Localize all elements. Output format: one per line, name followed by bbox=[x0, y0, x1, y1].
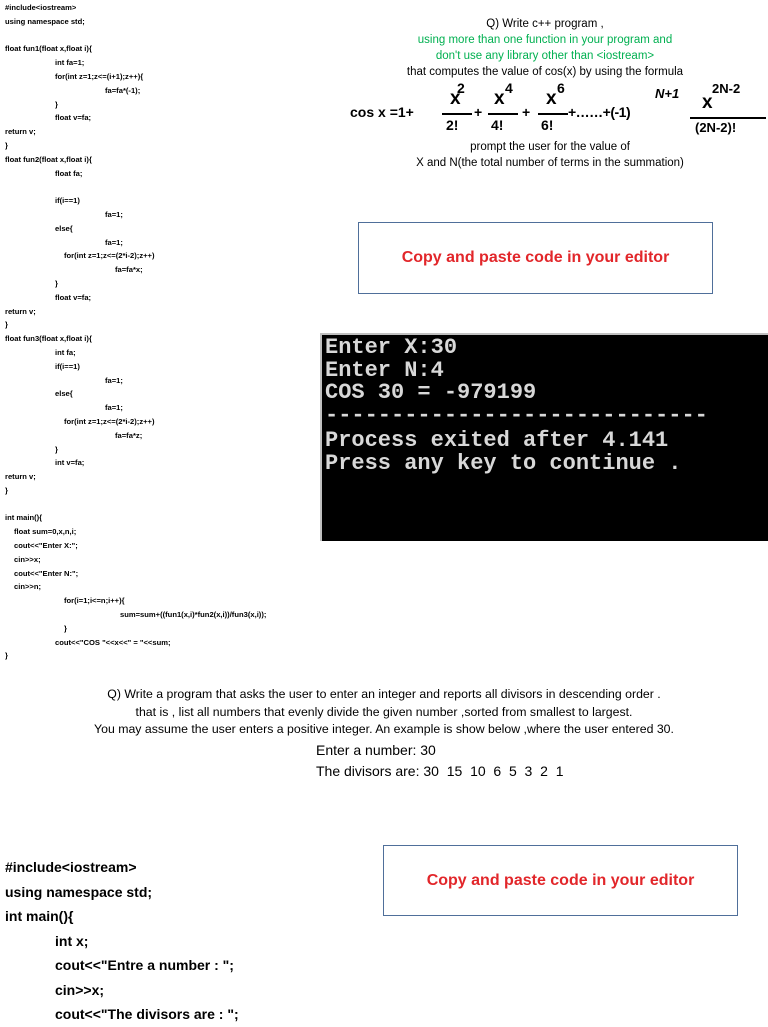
code-line bbox=[5, 498, 315, 512]
code-line: float fun1(float x,float i){ bbox=[5, 44, 92, 54]
question-2-example bbox=[316, 740, 563, 781]
console-line: COS 30 = -979199 bbox=[325, 380, 537, 405]
console-output bbox=[320, 333, 768, 541]
code-line: for(i=1;i<=n;i++){ bbox=[64, 596, 125, 606]
code-line: } bbox=[55, 99, 58, 109]
formula-nth-numerator: x bbox=[702, 92, 713, 113]
formula-term1-bar bbox=[442, 113, 472, 115]
formula-term3-denominator: 6! bbox=[541, 117, 554, 133]
question-1-requirement-2: don't use any library other than <iostream> bbox=[435, 50, 655, 62]
code-line: float fun2(float x,float i){ bbox=[5, 154, 92, 164]
code-line: } bbox=[5, 140, 8, 150]
formula-term1-numerator: x bbox=[450, 88, 461, 109]
code-line: cin>>x; bbox=[14, 554, 41, 564]
console-line: Process exited after 4.141 bbox=[325, 428, 669, 453]
code-line: else{ bbox=[55, 389, 73, 399]
console-line: ----------------------------- bbox=[325, 402, 708, 428]
formula-term2-denominator: 4! bbox=[491, 117, 504, 133]
code-line: fa=1; bbox=[105, 375, 123, 385]
code-line: float v=fa; bbox=[55, 113, 92, 123]
code-line: for(int z=1;z<=(2*i-2);z++) bbox=[64, 251, 155, 261]
code-line: else{ bbox=[55, 223, 73, 233]
code-line: if(i==1) bbox=[55, 361, 80, 371]
code-line: cout<<"Entre a number : "; bbox=[55, 957, 234, 973]
code-line: float fa; bbox=[55, 168, 83, 178]
code-line: cout<<"Enter X:"; bbox=[14, 541, 78, 551]
code-line: cout<<"Enter N:"; bbox=[14, 568, 79, 578]
formula-nth-exponent: 2N-2 bbox=[712, 81, 741, 96]
code-line: using namespace std; bbox=[5, 883, 153, 900]
code-line: int fa=1; bbox=[55, 58, 85, 68]
formula-term3-numerator: x bbox=[546, 88, 557, 109]
code-line: using namespace std; bbox=[5, 16, 85, 26]
question-1-prompt-line-1: prompt the user for the value of bbox=[470, 141, 630, 153]
code-listing-cos bbox=[5, 1, 315, 663]
code-line: } bbox=[5, 485, 8, 495]
code-line: fa=1; bbox=[105, 237, 123, 247]
question-1 bbox=[345, 16, 745, 80]
code-line: } bbox=[64, 623, 67, 633]
code-line: fa=fa*(-1); bbox=[105, 85, 141, 95]
formula-term2-exponent: 4 bbox=[505, 80, 513, 96]
formula-term2-bar bbox=[488, 113, 518, 115]
code-line: fa=1; bbox=[105, 403, 123, 413]
question-2-line-1: Q) Write a program that asks the user to enter an integer and reports all divisors in descending order . bbox=[107, 687, 661, 701]
code-line: fa=fa*z; bbox=[115, 430, 143, 440]
console-line: Enter N:4 bbox=[325, 357, 444, 383]
formula-ellipsis-sign: +……+(-1) bbox=[568, 104, 631, 120]
code-line: if(i==1) bbox=[55, 196, 80, 206]
copy-code-button-1[interactable]: Copy and paste code in your editor bbox=[358, 222, 713, 294]
example-input-line: Enter a number: 30 bbox=[316, 742, 436, 758]
formula-nth-bar bbox=[690, 117, 766, 119]
formula-plus-2: + bbox=[522, 104, 531, 120]
code-line: #include<iostream> bbox=[5, 3, 77, 12]
formula-term1-exponent: 2 bbox=[457, 80, 465, 96]
code-line: float fun3(float x,float i){ bbox=[5, 334, 92, 344]
code-line: for(int z=1;z<=(i+1);z++){ bbox=[55, 71, 144, 81]
example-output-line: The divisors are: 30 15 10 6 5 3 2 1 bbox=[316, 762, 564, 779]
cos-formula bbox=[350, 80, 768, 144]
code-line bbox=[5, 180, 315, 194]
formula-term3-bar bbox=[538, 113, 568, 115]
code-line: float sum=0,x,n,i; bbox=[14, 527, 77, 537]
code-line: } bbox=[5, 320, 8, 330]
code-line: int x; bbox=[55, 932, 89, 949]
formula-term2-numerator: x bbox=[494, 88, 505, 109]
question-1-prompt bbox=[350, 139, 750, 171]
question-1-prompt-line-2: X and N(the total number of terms in the summation) bbox=[416, 157, 684, 169]
code-line: cout<<"The divisors are : "; bbox=[55, 1006, 239, 1022]
code-line: sum=sum+((fun1(x,i)*fun2(x,i))/fun3(x,i)); bbox=[120, 610, 267, 620]
code-line: return v; bbox=[5, 306, 36, 316]
code-listing-divisors bbox=[5, 855, 239, 1027]
formula-term1-denominator: 2! bbox=[446, 117, 459, 133]
code-line: } bbox=[5, 651, 8, 661]
code-line: float v=fa; bbox=[55, 292, 92, 302]
question-1-formula-intro: that computes the value of cos(x) by using the formula bbox=[406, 66, 684, 78]
formula-term3-exponent: 6 bbox=[557, 80, 565, 96]
code-line: int main(){ bbox=[5, 513, 43, 523]
code-line: } bbox=[55, 278, 58, 288]
code-line: return v; bbox=[5, 127, 36, 137]
question-1-requirement-1: using more than one function in your program and bbox=[417, 34, 673, 46]
code-line: } bbox=[55, 444, 58, 454]
code-line: int main(){ bbox=[5, 908, 74, 924]
question-2 bbox=[0, 686, 768, 739]
question-2-line-2: that is , list all numbers that evenly divide the given number ,sorted from smallest to largest. bbox=[135, 704, 633, 719]
code-line: #include<iostream> bbox=[5, 859, 137, 875]
question-1-title: Q) Write c++ program , bbox=[486, 18, 604, 30]
code-line: fa=1; bbox=[105, 209, 123, 219]
copy-code-button-2[interactable]: Copy and paste code in your editor bbox=[383, 845, 738, 916]
formula-sign-exponent: N+1 bbox=[655, 86, 680, 101]
formula-lhs: cos x =1+ bbox=[350, 104, 414, 120]
code-line: int fa; bbox=[55, 347, 76, 357]
code-line: for(int z=1;z<=(2*i-2);z++) bbox=[64, 416, 155, 426]
code-line bbox=[5, 29, 315, 43]
code-line: fa=fa*x; bbox=[115, 265, 143, 275]
formula-nth-denominator: (2N-2)! bbox=[695, 120, 737, 135]
code-line: return v; bbox=[5, 472, 36, 482]
code-line: cout<<"COS "<<x<<" = "<<sum; bbox=[55, 637, 171, 647]
console-line: Enter X:30 bbox=[325, 335, 458, 360]
console-line: Press any key to continue . bbox=[325, 450, 682, 476]
code-line: cin>>x; bbox=[55, 981, 105, 998]
code-line: cin>>n; bbox=[14, 582, 42, 592]
code-line: int v=fa; bbox=[55, 458, 85, 468]
formula-plus-1: + bbox=[474, 104, 483, 120]
question-2-line-3: You may assume the user enters a positive integer. An example is show below ,where the user entered 30. bbox=[94, 722, 674, 737]
